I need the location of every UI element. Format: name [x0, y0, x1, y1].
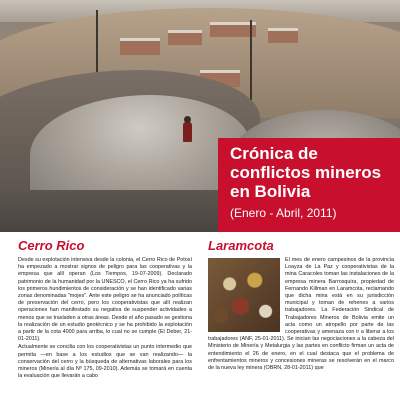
title-block	[218, 138, 400, 232]
paragraph: El mes de enero campesinos de la provincia Loayza de La Paz y cooperativistas de la mina Caracoles toman las instalaciones de la empresa minera Barrosquira, propiedad de Fernando Killman en Laramcota, reclamando que dicha mina está en su jurisdicción municipal y toman de rehenes a varios trabajadores. La Federación Sindical de Trabajadores Mineros de Bolivia emite un acta como un atropello por parte de las cooperativas y amenaza con ir a liberar a los trabajadores (ANF, 25-01-2011). Se inician las negociaciones a la cabeza del Ministerio de Minería y Metalurgia y las partes en conflicto firman un acta de entendimiento el 26 de enero, en el cual destaca que el problema de enfrentamientos mineros y concesiones mineras se resolverán en el marco de la nueva ley minera (OBRN, 28-01-2011) que	[208, 257, 394, 372]
section-heading: Laramcota	[208, 238, 274, 253]
article-title: Crónica de conflictos mineros en Bolivia	[230, 144, 382, 201]
house	[120, 38, 160, 55]
section-heading: Cerro Rico	[18, 238, 85, 253]
paragraph: Actualmente se concilia con los cooperativistas un punto intermedio que permita —en base a los estudios que se van realizando— la conservación del cerro y la búsqueda de alternativas laborales para los mineros (Minería al día Nº 175, 09-2010). Además se tomará en cuenta la evaluación que llevarán a cabo	[18, 344, 192, 380]
article-date-range: (Enero - Abril, 2011)	[230, 206, 337, 220]
house	[268, 28, 298, 43]
handicrafts-photo	[208, 258, 280, 332]
paragraph: Desde su explotación intensiva desde la colonia, el Cerro Rico de Potosí ha empezado a mostrar signos de peligro para las cooperativas y la empresa que allí operan (Los Tiempos, 19-07-2009). Declarado patrimonio de la humanidad por la UNESCO, el Cerro Rico ya ha sufrido los primeros hundimientos de consideración y se han identificado varias zonas denominadas "mojes". Ante este peligro se ha anunciado políticas de preservación del cerro, pero los cooperativistas que allí realizan operaciones han manifestado su negativa de suspender actividades a menos que se trasladen a otras áreas. Desde el año pasado se gestiona la realización de un estudio geotécnico y se ha prohibido la explotación a partir de la cota 4000 para arriba, lo cual no se cumple (El Deber, 21-01-2011).	[18, 257, 192, 343]
column-laramcota	[208, 232, 394, 372]
utility-pole	[250, 20, 252, 100]
miner-figure	[183, 122, 192, 142]
column-cerro-rico	[18, 232, 192, 380]
house	[168, 30, 202, 45]
article-body	[0, 232, 400, 400]
